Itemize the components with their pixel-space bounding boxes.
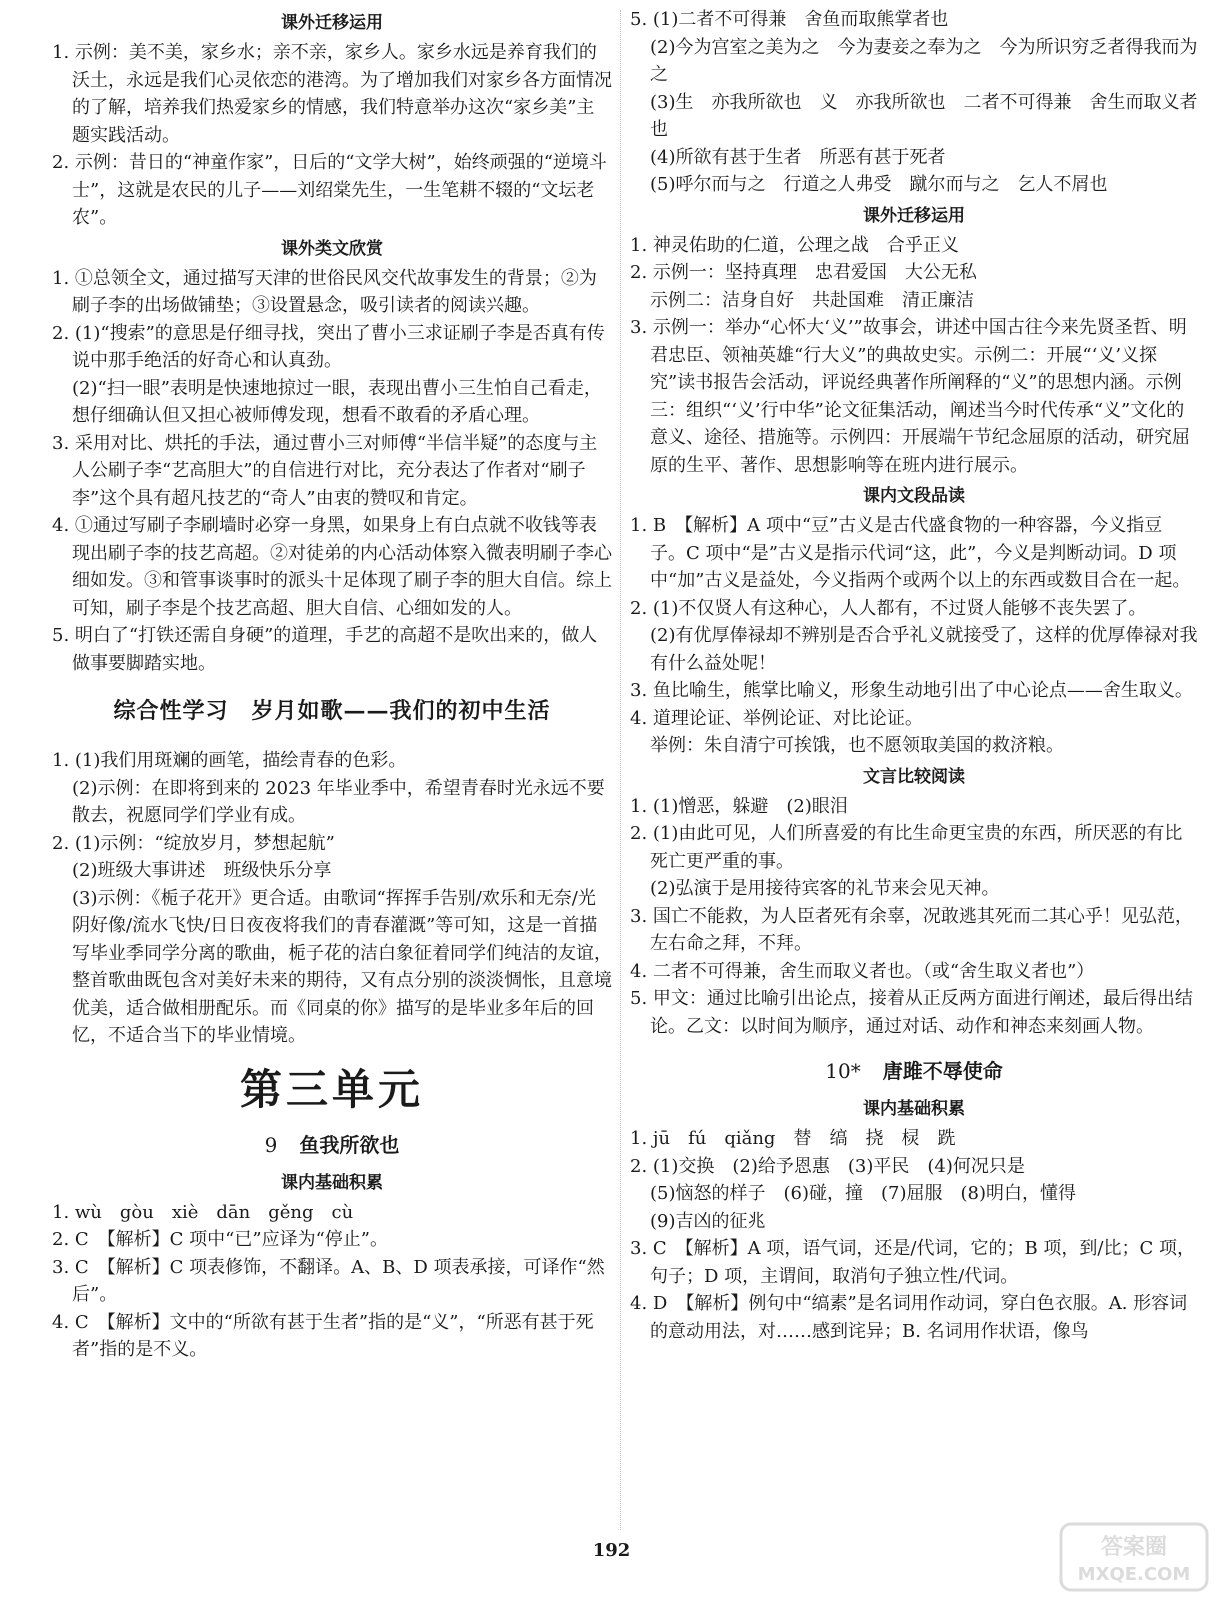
answer-line: 2. (1)由此可见，人们所喜爱的有比生命更宝贵的东西，所厌恶的有比死亡更严重的事。	[630, 823, 1183, 872]
compare-answer-item	[630, 820, 1198, 903]
left-column	[52, 6, 612, 1364]
passage-answer-item	[630, 512, 1198, 595]
answer-line: (9)吉凶的征兆	[650, 1210, 766, 1232]
passage-answer-item	[630, 677, 1198, 705]
reading-answer-item	[52, 265, 612, 320]
answer-line: (2)有优厚俸禄却不辨别是否合乎礼义就接受了，这样的优厚俸禄对我有什么益处呢！	[650, 625, 1198, 674]
answer-line: 1. ①总领全文，通过描写天津的世俗民风交代故事发生的背景；②为刷子李的出场做铺垫；③设置悬念，吸引读者的阅读兴趣。	[52, 267, 597, 316]
basics2-answer-item	[630, 1125, 1198, 1153]
answer-line: 3. 采用对比、烘托的手法，通过曹小三对师傅“半信半疑”的态度与主人公刷子李“艺高胆大”的自信进行对比，充分表达了作者对“刷子李”这个具有超凡技艺的“奇人”由衷的赞叹和肯定。	[52, 432, 598, 509]
basics2-answer-item	[630, 1290, 1198, 1345]
transfer2-answer-item	[630, 259, 1198, 314]
answer-line: 5. (1)二者不可得兼 舍鱼而取熊掌者也	[630, 9, 949, 30]
compare-answer-item	[630, 958, 1198, 986]
comprehensive-answer-item	[52, 747, 612, 830]
answer-line: (2)弘演于是用接待宾客的礼节来会见天神。	[650, 878, 1000, 899]
lesson-name: 鱼我所欲也	[299, 1132, 400, 1157]
passage-answer-item	[630, 705, 1198, 760]
answer-line: 4. 道理论证、举例论证、对比论证。	[630, 707, 923, 729]
answer-line: 3. 示例一：举办“心怀大‘义’”故事会，讲述中国古往今来先贤圣哲、明君忠臣、领袖英雄“行大义”的典故史实。示例二：开展“‘义’义探究”读书报告会活动，评说经典著作所阐释的“义”的思想内涵。示例三：组织“‘义’行中华”论文征集活动，阐述当今时代传承“义”文化的意义、途径、措施等。示例四：开展端午节纪念屈原的活动，研究屈原的生平、著作、思想影响等在班内进行展示。	[630, 317, 1190, 476]
answer-line: 4. 二者不可得兼，舍生而取义者也。（或“舍生取义者也”）	[630, 960, 1095, 982]
answer-line: 2. (1)不仅贤人有这种心，人人都有，不过贤人能够不丧失罢了。	[630, 597, 1147, 619]
section-title-transfer: 课外迁移运用	[281, 13, 383, 33]
basics2-answer-item	[630, 1235, 1198, 1290]
answer-line: 3. C 【解析】A 项，语气词，还是/代词，它的；B 项，到/比；C 项，句子；D 项，主谓间，取消句子独立性/代词。	[630, 1238, 1195, 1287]
answer-line: 1. (1)憎恶，躲避 (2)眼泪	[630, 795, 848, 817]
answer-line: 1. (1)我们用斑斓的画笔，描绘青春的色彩。	[52, 750, 407, 771]
answer-line: (3)生 亦我所欲也 义 亦我所欲也 二者不可得兼 舍生而取义者也	[650, 91, 1198, 140]
section-title-transfer-2: 课外迁移运用	[863, 205, 965, 226]
page-number: 192	[592, 1540, 631, 1561]
answer-line: 举例：朱自清宁可挨饿，也不愿领取美国的救济粮。	[650, 735, 1064, 756]
passage-answer-item	[630, 595, 1198, 678]
basics2-answer-item	[630, 1153, 1198, 1236]
section-title-compare: 文言比较阅读	[863, 766, 965, 787]
section-title-passage: 课内文段品读	[863, 486, 965, 506]
watermark-logo	[1059, 1522, 1209, 1592]
answer-line: (2)示例：在即将到来的 2023 年毕业季中，希望青春时光永远不要散去，祝愿同学们学业有成。	[72, 777, 605, 826]
answer-line: 3. 国亡不能救，为人臣者死有余辜，况敢逃其死而二其心乎！见弘范，左右命之拜，不拜。	[630, 905, 1193, 954]
basics-answer-item: 2. C 【解析】C 项中“已”应译为“停止”。	[52, 1229, 388, 1250]
compare-answer-item	[630, 985, 1198, 1040]
transfer2-answer-item	[630, 314, 1198, 479]
reading-answer-item	[52, 320, 612, 430]
reading-answer-item	[52, 622, 612, 677]
answer-line: 1. 神灵佑助的仁道，公理之战 合乎正义	[630, 234, 959, 256]
column-divider	[620, 10, 621, 1530]
transfer2-answer-item	[630, 232, 1198, 260]
answer-line: (2)今为宫室之美为之 今为妻妾之奉为之 今为所识穷乏者得我而为之	[650, 36, 1198, 85]
answer-line: 2. (1)交换 (2)给予恩惠 (3)平民 (4)何况只是	[630, 1155, 1025, 1177]
section-title-basics: 课内基础积累	[281, 1172, 383, 1193]
right-column	[630, 6, 1198, 1345]
reading-answer-item	[52, 512, 612, 622]
answer-line: (5)恼怒的样子 (6)碰，撞 (7)屈服 (8)明白，懂得	[650, 1183, 1076, 1204]
compare-answer-item	[630, 903, 1198, 958]
comprehensive-answer-item	[52, 830, 612, 1050]
answer-line: 5. 甲文：通过比喻引出论点，接着从正反两方面进行阐述，最后得出结论。乙文：以时间为顺序，通过对话、动作和神态来刻画人物。	[630, 988, 1193, 1037]
section-title-extended-reading: 课外类文欣赏	[281, 238, 383, 259]
reading-answer-item	[52, 430, 612, 513]
lesson-name: 唐雎不辱使命	[882, 1059, 1003, 1083]
answer-line: 1. B 【解析】A 项中“豆”古义是古代盛食物的一种容器，今义指豆子。C 项中“是”古义是指示代词“这，此”，今义是判断动词。D 项中“加”古义是益处，今义指两个或两个以上的东西或数目合在一起。	[630, 515, 1191, 591]
basics-answer-item: 1. wù gòu xiè dān gěng cù	[52, 1201, 354, 1223]
compare-answer-item	[630, 793, 1198, 821]
answer-line: (3)示例：《栀子花开》更合适。由歌词“挥挥手告别/欢乐和无奈/光阴好像/流水飞快/日日夜夜将我们的青春灌溉”等可知，这是一首描写毕业季同学分离的歌曲，栀子花的洁白象征着同学们纯洁的友谊，整首歌曲既包含对美好未来的期待，又有点分别的淡淡惆怅，且意境优美，适合做相册配乐。而《同桌的你》描写的是毕业多年后的回忆，不适合当下的毕业情境。	[72, 887, 612, 1046]
section-title-basics-2: 课内基础积累	[863, 1099, 965, 1119]
basics-answer-item: 4. C 【解析】文中的“所欲有甚于生者”指的是“义”，“所恶有甚于死者”指的是不义。	[52, 1311, 594, 1360]
answer-line: 2. (1)“搜索”的意思是仔细寻找，突出了曹小三求证刷子李是否真有传说中那手绝活的好奇心和认真劲。	[52, 322, 605, 371]
svg-text:MXQE.COM: MXQE.COM	[1077, 1564, 1191, 1585]
spacer	[630, 1040, 1198, 1050]
answer-line: 1. jū fú qiǎng 替 缟 挠 棂 跣	[630, 1128, 956, 1149]
answer-line: (2)“扫一眼”表明是快速地掠过一眼，表现出曹小三生怕自己看走，想仔细确认但又担心被师傅发现，想看不敢看的矛盾心理。	[72, 377, 602, 426]
answer-line: (2)班级大事讲述 班级快乐分享	[72, 860, 332, 881]
basics-answer-item: 3. C 【解析】C 项表修饰，不翻译。A、B、D 项表承接，可译作“然后”。	[52, 1256, 605, 1305]
answer-line: 4. ①通过写刷子李刷墙时必穿一身黑，如果身上有白点就不收钱等表现出刷子李的技艺高超。②对徒弟的内心活动体察入微表明刷子李心细如发。③和管事谈事时的派头十足体现了刷子李的胆大自信。综上可知，刷子李是个技艺高超、胆大自信、心细如发的人。	[52, 515, 612, 619]
answer-line: 4. D 【解析】例句中“缟素”是名词用作动词，穿白色衣服。A. 形容词的意动用法，对……感到诧异；B. 名词用作状语，像鸟	[630, 1293, 1188, 1342]
svg-text:答案圈: 答案圈	[1100, 1535, 1168, 1560]
lesson-number: 9	[264, 1132, 278, 1157]
answer-line: (5)呼尔而与之 行道之人弗受 蹴尔而与之 乞人不屑也	[650, 174, 1108, 195]
continued-answer-item	[630, 6, 1198, 199]
lesson-number: 10*	[825, 1059, 861, 1083]
comprehensive-study-title: 综合性学习 岁月如歌——我们的初中生活	[113, 698, 551, 724]
answer-line: (4)所欲有甚于生者 所恶有甚于死者	[650, 146, 946, 168]
transfer-answer-item: 1. 示例：美不美，家乡水；亲不亲，家乡人。家乡水远是养育我们的沃土，永远是我们心灵依恋的港湾。为了增加我们对家乡各方面情况的了解，培养我们热爱家乡的情感，我们特意举办这次“家乡美”主题实践活动。	[52, 42, 612, 146]
answer-line: 5. 明白了“打铁还需自身硬”的道理，手艺的高超不是吹出来的，做人做事要脚踏实地。	[52, 625, 598, 674]
watermark-graphic	[1059, 1522, 1209, 1592]
answer-line: 2. (1)示例：“绽放岁月，梦想起航”	[52, 832, 335, 854]
transfer-answer-item: 2. 示例：昔日的“神童作家”，日后的“文学大树”，始终顽强的“逆境斗士”，这就是农民的儿子——刘绍棠先生，一生笔耕不辍的“文坛老农”。	[52, 152, 607, 228]
lesson-title	[52, 1128, 612, 1162]
unit-title: 第三单元	[239, 1064, 424, 1114]
answer-line: 2. 示例一：坚持真理 忠君爱国 大公无私	[630, 262, 977, 283]
answer-line: 示例二：洁身自好 共赴国难 清正廉洁	[650, 289, 974, 311]
answer-line: 3. 鱼比喻生，熊掌比喻义，形象生动地引出了中心论点——舍生取义。	[630, 680, 1193, 701]
lesson-title-10	[630, 1054, 1198, 1088]
